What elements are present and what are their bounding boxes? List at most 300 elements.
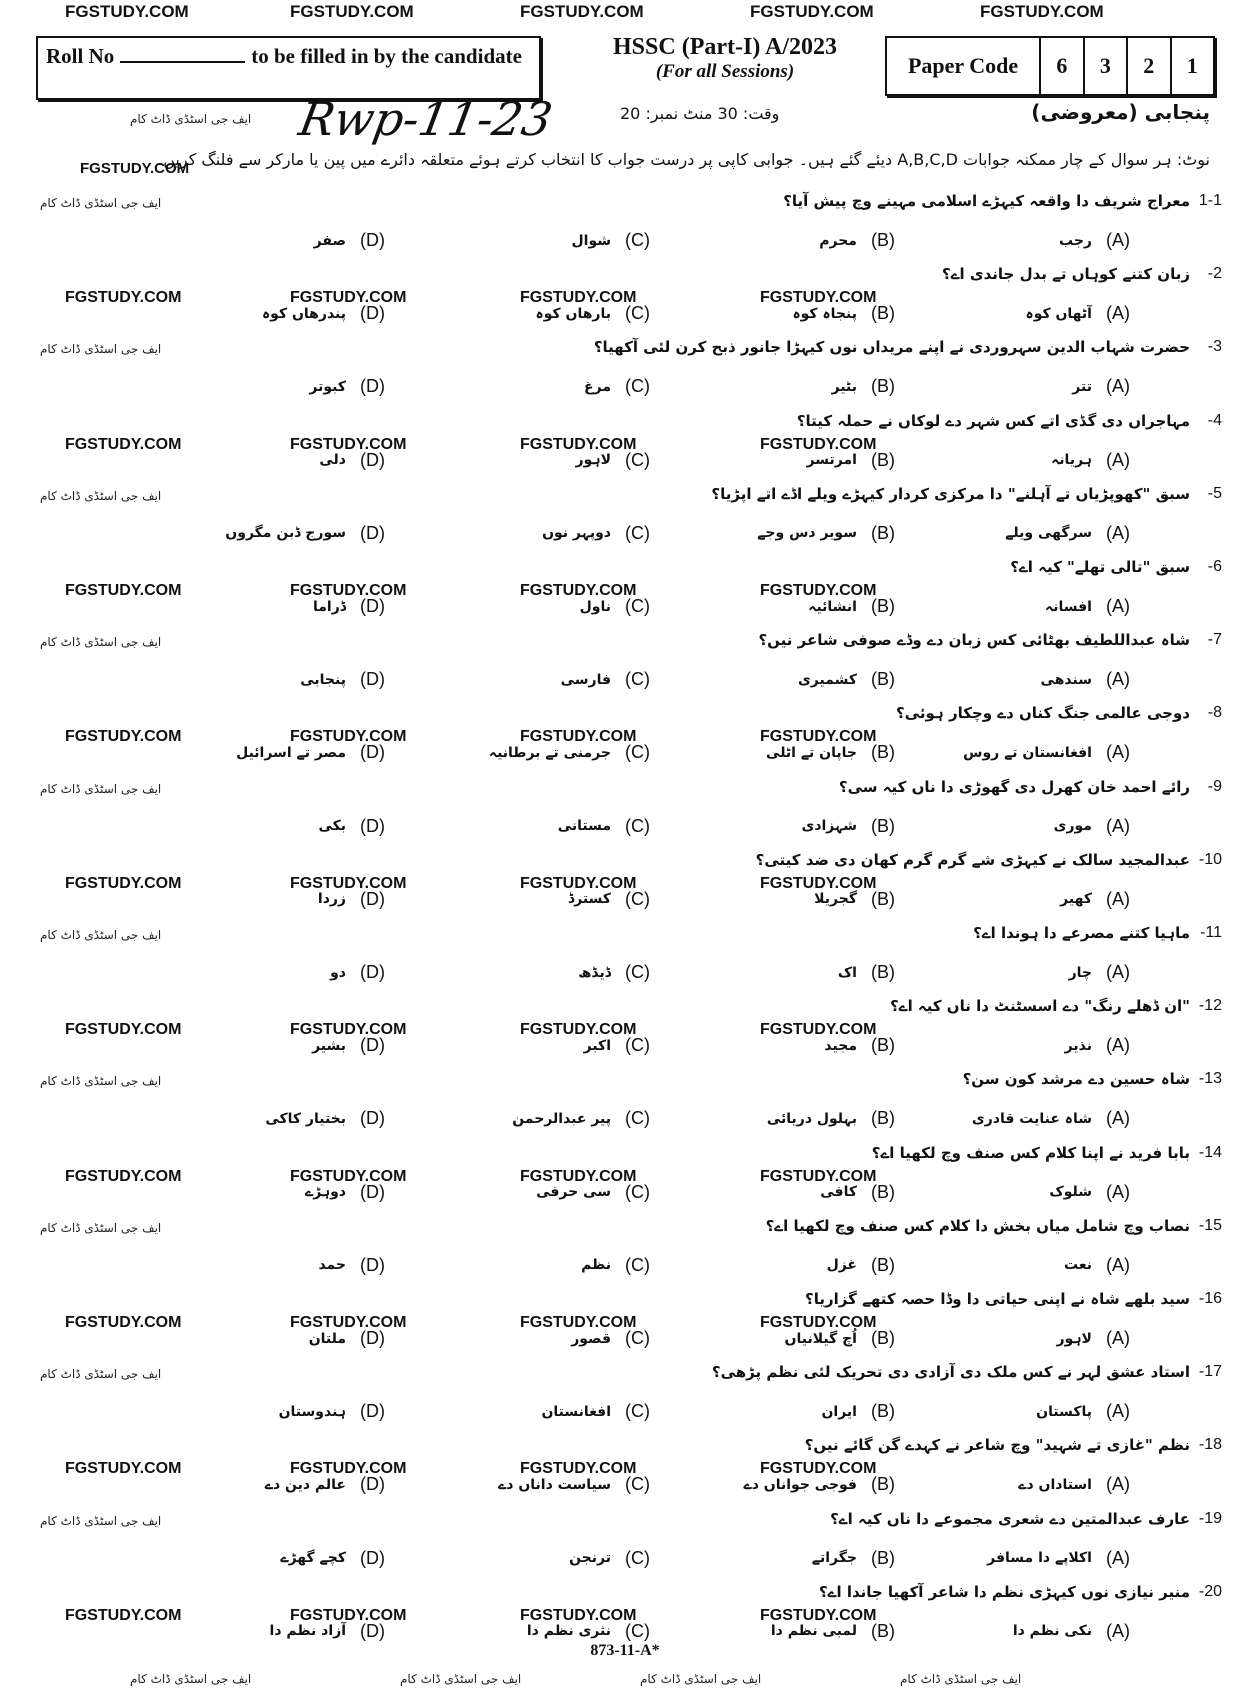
option-d[interactable] [300, 669, 385, 690]
option-text: دلی [319, 452, 346, 469]
option-label: (C) [625, 888, 650, 909]
option-label: (B) [870, 1620, 895, 1641]
option-label: (B) [870, 815, 895, 836]
question-item [0, 1436, 1250, 1509]
option-text: پندرھاں کوہ [261, 305, 346, 322]
question-number: 1-1 [1198, 192, 1222, 209]
option-text: جگراتے [811, 1550, 857, 1567]
option-a[interactable] [972, 1108, 1130, 1129]
option-text: کچے گھڑے [280, 1550, 346, 1567]
option-a[interactable] [1036, 1401, 1130, 1422]
option-label: (B) [870, 888, 895, 909]
option-c[interactable] [578, 962, 650, 983]
question-text: استاد عشق لہر نے کس ملک دی آزادی دی تحریک لئی نظم پڑھی؟ [711, 1363, 1190, 1382]
option-a[interactable] [1049, 1182, 1130, 1203]
option-b[interactable] [801, 816, 895, 837]
option-c[interactable] [576, 450, 650, 471]
option-label: (B) [870, 1547, 895, 1568]
option-label: (D) [360, 522, 385, 543]
question-text: "ان ڈھلے رنگ" دے اسسٹنٹ دا ناں کیہ اے؟ [890, 997, 1190, 1016]
option-label: (A) [1105, 742, 1130, 763]
option-text: سیاست داناں دے [498, 1476, 611, 1493]
question-text: شاہ حسین دے مرشد کون سن؟ [962, 1070, 1190, 1089]
option-label: (B) [870, 230, 895, 250]
question-item [0, 778, 1250, 851]
option-text: بٹیر [831, 378, 857, 395]
watermark: FGSTUDY.COM [520, 1167, 637, 1185]
watermark: FGSTUDY.COM [290, 435, 407, 453]
paper-code-label: Paper Code [907, 53, 1019, 78]
option-label: (C) [625, 1328, 650, 1348]
watermark-urdu: ایف جی اسٹڈی ڈاٹ کام [40, 781, 162, 796]
option-text: کشمیری [797, 671, 857, 688]
question-number: -13 [1198, 1070, 1222, 1088]
option-text: اُچ گیلانیاں [784, 1330, 857, 1347]
option-label: (A) [1105, 522, 1130, 543]
option-text: ملتان [308, 1330, 346, 1347]
question-number: -5 [1207, 484, 1222, 502]
option-b[interactable] [820, 1182, 895, 1203]
option-text: ڈراما [312, 598, 346, 615]
watermark: FGSTUDY.COM [290, 728, 407, 746]
option-c[interactable] [572, 230, 651, 251]
watermark: FGSTUDY.COM [760, 1460, 877, 1478]
watermark-urdu: ایف جی اسٹڈی ڈاٹ کام [40, 1220, 162, 1235]
option-label: (A) [1105, 303, 1130, 324]
option-b[interactable] [819, 230, 895, 251]
option-label: (B) [870, 376, 895, 397]
option-text: شاہ عنایت قادری [971, 1110, 1092, 1127]
option-b[interactable] [771, 1621, 895, 1642]
option-text: پاکستان [1036, 1403, 1092, 1420]
option-b[interactable] [812, 1548, 895, 1569]
option-text: دوپہر نوں [542, 525, 611, 542]
watermark-urdu: ایف جی اسٹڈی ڈاٹ کام [40, 1074, 162, 1089]
option-b[interactable] [798, 669, 895, 690]
option-label: (D) [360, 742, 385, 763]
option-label: (B) [870, 1254, 895, 1275]
option-c[interactable] [498, 1474, 650, 1495]
watermark: FGSTUDY.COM [65, 728, 182, 746]
option-d[interactable] [313, 596, 385, 617]
option-text: نثری نظم دا [526, 1623, 611, 1640]
watermark-urdu: ایف جی اسٹڈی ڈاٹ کام [40, 488, 162, 503]
option-a[interactable] [1054, 816, 1130, 837]
option-label: (B) [870, 1474, 895, 1495]
option-label: (A) [1105, 1181, 1130, 1202]
option-a[interactable] [1005, 523, 1130, 544]
option-d[interactable] [270, 1621, 385, 1642]
option-b[interactable] [785, 1328, 895, 1349]
option-d[interactable] [262, 303, 385, 324]
option-text: پنجابی [300, 671, 346, 688]
roll-no-box [36, 36, 541, 100]
option-label: (D) [360, 1254, 385, 1275]
watermark: FGSTUDY.COM [65, 435, 182, 453]
question-number: -12 [1198, 997, 1222, 1015]
option-text: فارسی [560, 671, 611, 688]
option-b[interactable] [808, 596, 895, 617]
question-text: زبان کتنے کوہاں تے بدل جاندی اے؟ [942, 265, 1190, 284]
option-label: (D) [360, 1108, 385, 1129]
option-c[interactable] [561, 669, 650, 690]
question-item [0, 558, 1250, 631]
option-d[interactable] [318, 816, 385, 837]
watermark: FGSTUDY.COM [520, 289, 637, 307]
paper-code-digit: 2 [1126, 38, 1169, 94]
option-label: (A) [1105, 1328, 1130, 1348]
watermark: FGSTUDY.COM [760, 582, 877, 599]
option-b[interactable] [757, 523, 895, 544]
option-label: (B) [870, 522, 895, 543]
option-b[interactable] [767, 1108, 895, 1129]
option-label: (D) [360, 669, 385, 690]
question-item [0, 997, 1250, 1070]
option-b[interactable] [792, 303, 895, 324]
timing-marks: وقت: 30 منٹ نمبر: 20 [620, 104, 780, 123]
option-label: (A) [1105, 1108, 1130, 1129]
option-c[interactable] [581, 1255, 650, 1276]
option-text: ہریانہ [1051, 452, 1092, 469]
option-text: دوہڑے [304, 1184, 346, 1201]
question-number: -3 [1207, 338, 1222, 356]
question-text: معراج شریف دا واقعہ کیہڑے اسلامی مہینے وچ پیش آیا؟ [783, 192, 1190, 210]
watermark-urdu: ایف جی اسٹڈی ڈاٹ کام [40, 196, 162, 210]
option-a[interactable] [1018, 1474, 1130, 1495]
option-text: سرگھی ویلے [1005, 525, 1092, 542]
option-text: شلوک [1049, 1184, 1092, 1201]
option-label: (A) [1105, 962, 1130, 982]
option-text: سویر دس وجے [757, 525, 857, 542]
option-label: (C) [625, 522, 650, 543]
watermark: FGSTUDY.COM [290, 1314, 407, 1331]
option-text: شہزادی [801, 818, 857, 835]
question-number: -9 [1207, 777, 1222, 795]
option-b[interactable] [821, 1401, 895, 1422]
watermark: FGSTUDY.COM [65, 1167, 182, 1185]
option-c[interactable] [580, 596, 650, 617]
option-c[interactable] [536, 303, 650, 324]
option-text: حمد [318, 1257, 346, 1274]
option-d[interactable] [318, 889, 385, 910]
option-text: پنجاہ کوہ [792, 305, 857, 322]
option-c[interactable] [489, 742, 650, 763]
watermark: FGSTUDY.COM [760, 728, 877, 746]
option-text: زردا [317, 891, 346, 908]
question-item [0, 338, 1250, 411]
option-d[interactable] [330, 962, 385, 983]
option-text: آزاد نظم دا [269, 1623, 346, 1640]
option-d[interactable] [309, 1328, 385, 1349]
option-label: (A) [1105, 1620, 1130, 1641]
option-text: استاداں دے [1018, 1476, 1092, 1493]
watermark: FGSTUDY.COM [520, 874, 637, 892]
watermark: FGSTUDY.COM [65, 582, 182, 599]
watermark: FGSTUDY.COM [290, 582, 407, 599]
option-c[interactable] [568, 889, 650, 910]
option-text: بکی [318, 818, 346, 835]
watermark: FGSTUDY.COM [760, 1167, 877, 1185]
option-label: (D) [360, 1547, 385, 1568]
option-text: پیر عبدالرحمن [512, 1110, 611, 1127]
question-text: ماہیا کتنے مصرعے دا ہوندا اے؟ [973, 924, 1190, 942]
option-text: غزل [826, 1257, 857, 1274]
option-a[interactable] [1069, 962, 1130, 983]
option-a[interactable] [1041, 669, 1130, 690]
watermark: FGSTUDY.COM [520, 728, 637, 746]
footer-code: 873-11-A* [590, 1642, 660, 1659]
sessions: (For all Sessions) [655, 61, 795, 82]
option-label: (B) [870, 1108, 895, 1129]
watermark: FGSTUDY.COM [760, 874, 877, 892]
option-c[interactable] [584, 376, 650, 397]
option-d[interactable] [236, 742, 385, 763]
option-label: (C) [625, 1547, 650, 1568]
option-text: مرغ [584, 378, 611, 395]
option-d[interactable] [265, 1474, 385, 1495]
question-item [0, 924, 1250, 997]
option-label: (A) [1105, 1401, 1130, 1422]
question-text: سبق "تالی تھلے" کیہ اے؟ [1010, 558, 1190, 576]
option-text: ترنجن [569, 1550, 611, 1567]
option-d[interactable] [225, 523, 385, 544]
option-text: دو [330, 964, 346, 981]
option-d[interactable] [314, 230, 385, 251]
option-text: رجب [1059, 232, 1092, 249]
question-item [0, 1144, 1250, 1217]
option-text: گجریلا [814, 891, 857, 908]
option-b[interactable] [832, 376, 895, 397]
option-b[interactable] [766, 742, 895, 763]
option-text: مجید [824, 1037, 857, 1054]
question-text: عارف عبدالمتین دے شعری مجموعے دا ناں کیہ اے؟ [830, 1509, 1190, 1528]
watermark: FGSTUDY.COM [290, 289, 407, 307]
option-label: (B) [870, 1181, 895, 1202]
option-text: بختیار کاکی [265, 1110, 346, 1127]
option-d[interactable] [265, 1108, 385, 1129]
option-label: (B) [870, 1328, 895, 1348]
paper-code-box [885, 36, 1215, 96]
option-text: اکلاپے دا مسافر [987, 1550, 1092, 1567]
option-label: (D) [360, 962, 385, 982]
question-item [0, 1070, 1250, 1143]
watermark-urdu: ایف جی اسٹڈی ڈاٹ کام [40, 1513, 162, 1528]
watermark: FGSTUDY.COM [520, 1606, 637, 1624]
option-a[interactable] [1065, 1035, 1130, 1056]
option-text: کبوتر [309, 378, 346, 395]
option-text: جرمنی تے برطانیہ [488, 744, 611, 761]
option-text: ہندوستان [278, 1403, 346, 1420]
option-text: سندھی [1040, 671, 1092, 688]
question-item [0, 192, 1250, 265]
option-text: قصور [571, 1330, 611, 1347]
option-text: نکی نظم دا [1012, 1623, 1092, 1640]
question-item [0, 1217, 1250, 1290]
question-text: منیر نیازی نوں کیہڑی نظم دا شاعر آکھیا جاندا اے؟ [818, 1582, 1190, 1601]
option-text: سی حرفی [536, 1184, 611, 1201]
watermark: FGSTUDY.COM [80, 160, 190, 177]
option-a[interactable] [987, 1548, 1130, 1569]
question-item [0, 485, 1250, 558]
watermark: FGSTUDY.COM [65, 874, 182, 892]
question-number: -7 [1207, 631, 1222, 649]
option-label: (C) [625, 1181, 650, 1202]
watermark: FGSTUDY.COM [65, 1460, 182, 1478]
watermark-urdu: ایف جی اسٹڈی ڈاٹ کام [130, 1672, 252, 1686]
watermark-urdu: ایف جی اسٹڈی ڈاٹ کام [40, 1367, 162, 1382]
watermark: FGSTUDY.COM [760, 1314, 877, 1331]
question-text: نصاب وچ شامل میاں بخش دا کلام کس صنف وچ لکھیا اے؟ [765, 1216, 1190, 1235]
option-label: (B) [870, 303, 895, 324]
option-label: (C) [625, 596, 650, 616]
option-label: (C) [625, 1108, 650, 1129]
option-a[interactable] [1045, 596, 1130, 617]
watermark: FGSTUDY.COM [520, 1314, 637, 1331]
option-text: بشیر [312, 1037, 346, 1054]
option-label: (C) [625, 303, 650, 324]
question-item [0, 631, 1250, 704]
option-text: کسترڈ [567, 891, 611, 908]
watermark-urdu: ایف جی اسٹڈی ڈاٹ کام [130, 112, 252, 126]
watermark: FGSTUDY.COM [760, 1606, 877, 1624]
exam-title-block [575, 34, 875, 83]
question-number: -14 [1198, 1143, 1222, 1161]
option-c[interactable] [542, 523, 650, 544]
option-label: (C) [625, 1620, 650, 1641]
watermark: FGSTUDY.COM [760, 435, 877, 453]
option-text: جاپان تے اٹلی [766, 744, 857, 761]
option-label: (A) [1105, 596, 1130, 616]
option-c[interactable] [512, 1108, 650, 1129]
question-text: نظم "غازی تے شہید" وچ شاعر نے کہدے گن گائے نیں؟ [804, 1436, 1190, 1455]
option-a[interactable] [1059, 230, 1130, 251]
option-label: (D) [360, 815, 385, 836]
option-text: صفر [313, 232, 346, 249]
option-text: افغانستان تے روس [963, 744, 1092, 761]
option-c[interactable] [558, 816, 650, 837]
option-c[interactable] [541, 1401, 650, 1422]
option-b[interactable] [827, 1255, 895, 1276]
option-label: (A) [1105, 1035, 1130, 1056]
option-a[interactable] [1057, 1328, 1130, 1349]
option-a[interactable] [963, 742, 1130, 763]
question-number: -10 [1198, 850, 1222, 868]
option-text: عالم دین دے [264, 1476, 346, 1493]
watermark-urdu: ایف جی اسٹڈی ڈاٹ کام [900, 1672, 1022, 1686]
question-text: سبق "کھوپڑیاں تے آہلنے" دا مرکزی کردار کیہڑے ویلے اڈے اتے اپڑیا؟ [711, 484, 1190, 503]
option-c[interactable] [527, 1621, 650, 1642]
watermark: FGSTUDY.COM [290, 874, 407, 892]
option-label: (C) [625, 1035, 650, 1056]
option-a[interactable] [1025, 303, 1130, 324]
option-text: لمبی نظم دا [770, 1623, 857, 1640]
option-text: آٹھاں کوہ [1025, 305, 1092, 322]
option-text: فوجی جواناں دے [743, 1476, 857, 1493]
option-d[interactable] [319, 450, 385, 471]
question-number: -6 [1207, 558, 1222, 575]
option-label: (C) [625, 449, 650, 470]
watermark: FGSTUDY.COM [520, 1460, 637, 1478]
option-text: اکبر [583, 1037, 611, 1054]
option-text: مصر تے اسرائیل [236, 744, 346, 761]
watermark-urdu: ایف جی اسٹڈی ڈاٹ کام [640, 1672, 762, 1686]
option-label: (C) [625, 1474, 650, 1495]
option-label: (A) [1105, 1474, 1130, 1495]
option-label: (C) [625, 1254, 650, 1275]
option-label: (D) [360, 230, 385, 250]
option-a[interactable] [1060, 889, 1130, 910]
option-label: (D) [360, 1035, 385, 1056]
option-text: کھیر [1060, 891, 1092, 908]
option-b[interactable] [814, 889, 895, 910]
watermark: FGSTUDY.COM [290, 1460, 407, 1478]
question-item [0, 1290, 1250, 1363]
option-label: (B) [870, 962, 895, 982]
question-number: -15 [1198, 1216, 1222, 1234]
question-text: مہاجراں دی گڈی اتے کس شہر دے لوکاں نے حملہ کیتا؟ [796, 411, 1190, 430]
watermark: FGSTUDY.COM [980, 2, 1104, 21]
question-text: شاہ عبداللطیف بھٹائی کس زبان دے وڈے صوفی شاعر نیں؟ [758, 631, 1190, 650]
option-b[interactable] [838, 962, 895, 983]
watermark: FGSTUDY.COM [65, 1021, 182, 1039]
option-label: (D) [360, 1401, 385, 1422]
watermark: FGSTUDY.COM [520, 1021, 637, 1039]
option-d[interactable] [280, 1548, 385, 1569]
option-text: بہلول دریائی [766, 1110, 857, 1127]
option-text: افغانستان [541, 1403, 611, 1420]
option-d[interactable] [312, 1035, 385, 1056]
option-d[interactable] [309, 376, 385, 397]
option-text: محرم [819, 232, 857, 249]
option-label: (C) [625, 230, 650, 250]
option-b[interactable] [744, 1474, 895, 1495]
option-a[interactable] [1013, 1621, 1130, 1642]
option-text: نظم [581, 1257, 611, 1274]
option-text: کافی [820, 1184, 857, 1201]
option-a[interactable] [1072, 376, 1130, 397]
option-text: انشائیہ [808, 598, 857, 615]
option-c[interactable] [569, 1548, 650, 1569]
question-text: حضرت شہاب الدین سہروردی نے اپنے مریداں نوں کیہڑا جانور ذبح کرن لئی آکھیا؟ [593, 338, 1190, 357]
option-text: اک [837, 964, 857, 981]
watermark-urdu: ایف جی اسٹڈی ڈاٹ کام [40, 342, 162, 357]
question-number: -4 [1207, 411, 1222, 429]
watermark: FGSTUDY.COM [290, 1021, 407, 1039]
option-label: (A) [1105, 1254, 1130, 1275]
option-c[interactable] [584, 1035, 650, 1056]
question-text: سید بلھے شاہ نے اپنی حیاتی دا وڈا حصہ کتھے گزاریا؟ [805, 1290, 1190, 1308]
handwritten-annotation: Rwp-11-23 [295, 92, 557, 146]
question-number: -18 [1198, 1436, 1222, 1454]
option-label: (C) [625, 669, 650, 690]
watermark: FGSTUDY.COM [760, 1021, 877, 1039]
option-d[interactable] [318, 1255, 385, 1276]
option-text: لاہور [575, 452, 611, 469]
option-a[interactable] [1064, 1255, 1130, 1276]
watermark: FGSTUDY.COM [520, 582, 637, 599]
option-d[interactable] [305, 1182, 385, 1203]
option-b[interactable] [807, 450, 895, 471]
watermark-urdu: ایف جی اسٹڈی ڈاٹ کام [40, 635, 162, 650]
option-a[interactable] [1051, 450, 1130, 471]
option-label: (D) [360, 303, 385, 324]
option-c[interactable] [536, 1182, 650, 1203]
option-d[interactable] [279, 1401, 385, 1422]
roll-no-label: Roll No [46, 44, 115, 68]
option-label: (A) [1105, 669, 1130, 690]
option-c[interactable] [571, 1328, 650, 1349]
option-b[interactable] [824, 1035, 895, 1056]
